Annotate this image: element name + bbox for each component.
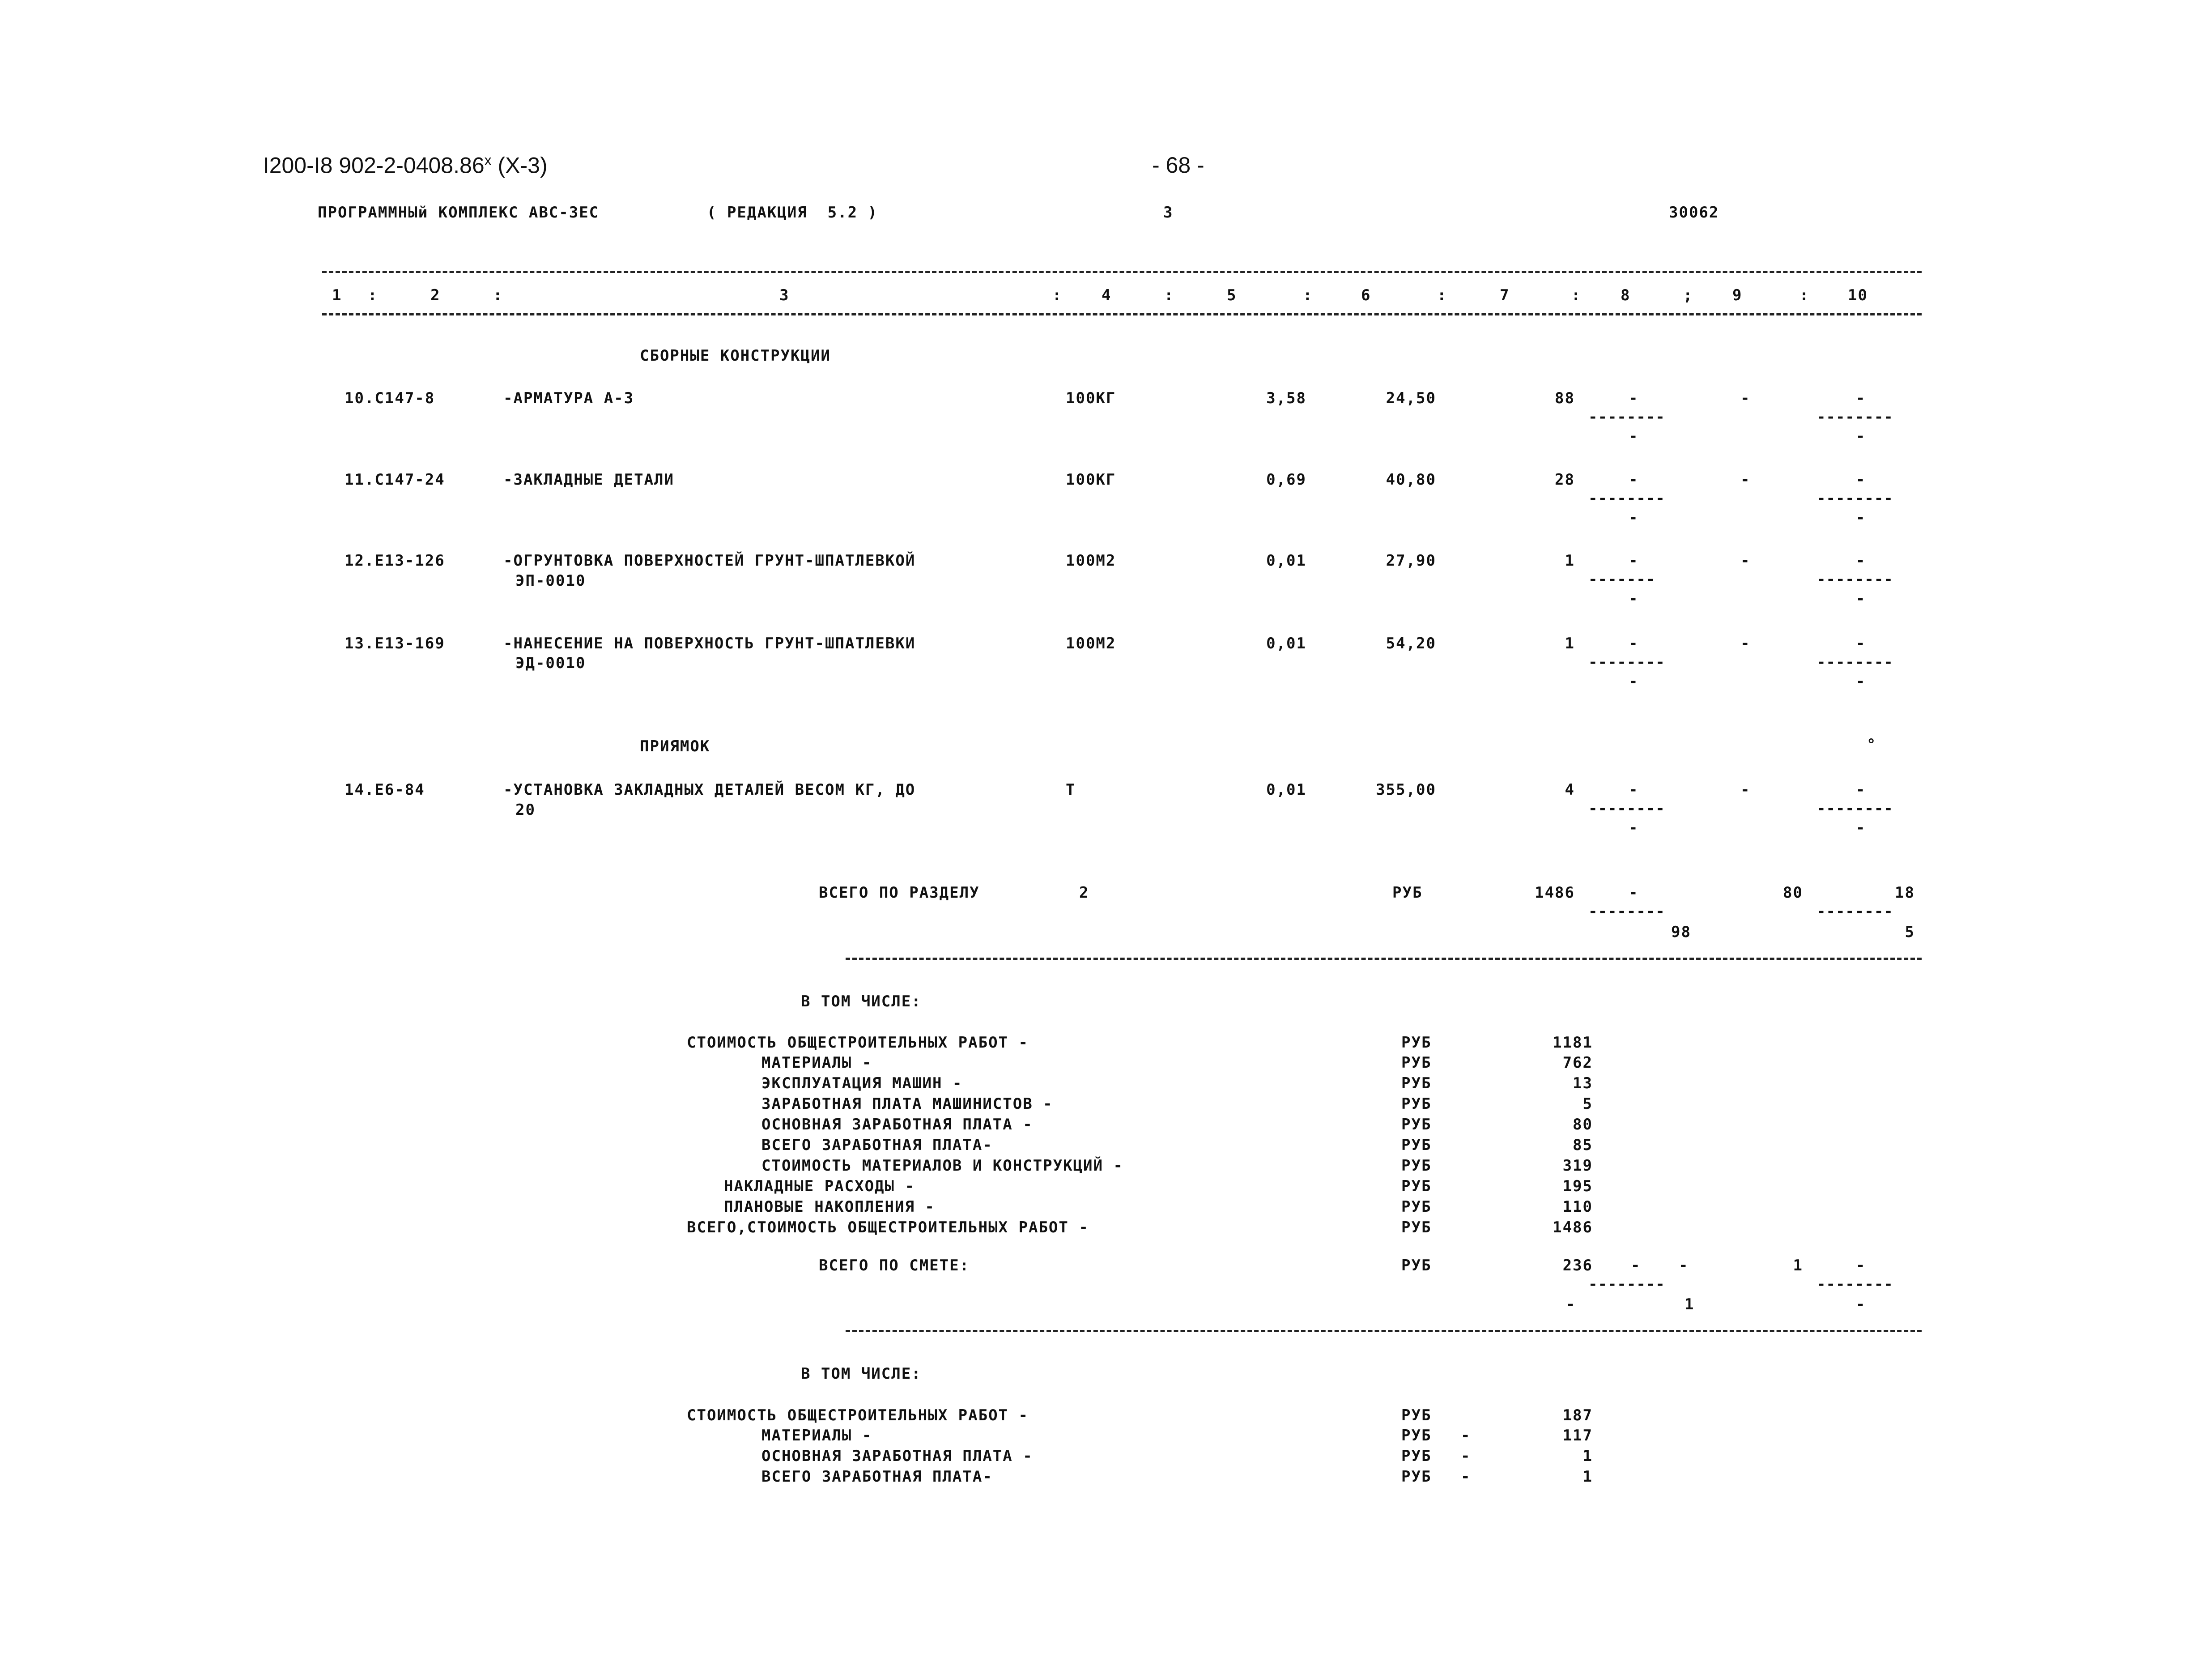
row-col10-sub: - [1856,427,1866,445]
breakdown-label: ЭКСПЛУАТАЦИЯ МАШИН - [761,1074,963,1092]
row-code: 13.Е13-169 [345,635,445,652]
row-code: 12.Е13-126 [345,552,445,570]
breakdown-label: ПЛАНОВЫЕ НАКОПЛЕНИЯ - [724,1198,935,1216]
row-col9: - [1740,635,1751,652]
breakdown-label: МАТЕРИАЛЫ - [761,1054,872,1072]
row-total: 4 [1565,781,1575,799]
row-price: 27,90 [1386,552,1436,570]
row-col9: - [1740,471,1751,489]
estimate-total-sub-b: 1 [1685,1295,1695,1313]
row-col8-sub: - [1629,509,1639,527]
row-col8: - [1629,552,1639,570]
section-total-label: ВСЕГО ПО РАЗДЕЛУ [819,884,980,902]
row-col8-sub: - [1629,673,1639,690]
row-total: 28 [1555,471,1575,489]
breakdown-value: 1 [1582,1447,1593,1465]
section-total-col10-sub: 5 [1905,923,1915,941]
breakdown-label: ВСЕГО ЗАРАБОТНАЯ ПЛАТА- [761,1136,993,1154]
breakdown-value: 80 [1573,1116,1593,1133]
row-separator: ------- [1588,571,1656,588]
breakdown-unit: РУБ [1401,1157,1432,1175]
row-separator: -------- [1816,653,1893,671]
breakdown-unit: РУБ [1401,1074,1432,1092]
document-code-text: I200-I8 902-2-0408.86 [263,153,485,178]
column-separator: : [1799,286,1810,304]
section-total-col9: 80 [1783,884,1803,902]
breakdown-value: 85 [1573,1136,1593,1154]
breakdown-value: 762 [1562,1054,1593,1072]
row-separator: -------- [1588,903,1665,920]
program-version: ( РЕДАКЦИЯ 5.2 ) [707,204,878,222]
estimate-total-col10: - [1856,1257,1866,1274]
section-total-number: 2 [1079,884,1089,902]
breakdown-dash: - [1461,1468,1471,1486]
section-total-col10: 18 [1895,884,1915,902]
row-col10: - [1856,635,1866,652]
sheet-number: 3 [1163,204,1174,222]
row-name-continued: ЭД-0010 [515,654,586,672]
row-qty: 0,69 [1266,471,1306,489]
column-separator: ; [1683,286,1693,304]
row-col10-sub: - [1856,673,1866,690]
estimate-total-sub-c: - [1856,1295,1866,1313]
section-divider [846,958,1922,960]
row-col9: - [1740,781,1751,799]
program-name: ПРОГРАММНЫй КОМПЛЕКС АВС-ЗЕС [318,204,600,222]
including-heading: В ТОМ ЧИСЛЕ: [801,993,922,1010]
estimate-total-col9: 1 [1793,1257,1803,1274]
breakdown-unit: РУБ [1401,1447,1432,1465]
column-10: 10 [1848,286,1868,304]
section-total-col8: - [1629,884,1639,902]
column-1: 1 [332,286,342,304]
row-name: -НАНЕСЕНИЕ НА ПОВЕРХНОСТЬ ГРУНТ-ШПАТЛЕВКИ [503,635,916,652]
column-4: 4 [1102,286,1112,304]
breakdown-value: 1181 [1553,1034,1593,1052]
row-price: 24,50 [1386,389,1436,407]
breakdown-dash: - [1461,1427,1471,1444]
row-unit: 100М2 [1066,552,1116,570]
row-separator: -------- [1588,408,1665,426]
breakdown-value: 1 [1582,1468,1593,1486]
header-bottom-rule [322,313,1922,315]
breakdown-unit: РУБ [1401,1427,1432,1444]
including-heading: В ТОМ ЧИСЛЕ: [801,1365,922,1383]
column-3: 3 [779,286,790,304]
breakdown-unit: РУБ [1401,1406,1432,1424]
row-unit: 100М2 [1066,635,1116,652]
document-code [251,126,548,179]
column-5: 5 [1227,286,1237,304]
breakdown-unit: РУБ [1401,1198,1432,1216]
breakdown-unit: РУБ [1401,1177,1432,1195]
row-col8: - [1629,781,1639,799]
breakdown-label: ВСЕГО ЗАРАБОТНАЯ ПЛАТА- [761,1468,993,1486]
document-code-superscript: x [484,152,492,168]
row-total: 1 [1565,552,1575,570]
row-name: -ОГРУНТОВКА ПОВЕРХНОСТЕЙ ГРУНТ-ШПАТЛЕВКОЙ [503,552,916,570]
row-qty: 0,01 [1266,781,1306,799]
row-col8: - [1629,635,1639,652]
breakdown-label: СТОИМОСТЬ МАТЕРИАЛОВ И КОНСТРУКЦИЙ - [761,1157,1123,1175]
column-separator: : [1164,286,1174,304]
row-name: -ЗАКЛАДНЫЕ ДЕТАЛИ [503,471,674,489]
row-col10: - [1856,471,1866,489]
pit-mark: ° [1867,736,1877,754]
breakdown-value: 195 [1562,1177,1593,1195]
column-separator: : [1571,286,1582,304]
row-qty: 0,01 [1266,552,1306,570]
breakdown-label: ОСНОВНАЯ ЗАРАБОТНАЯ ПЛАТА - [761,1116,1033,1133]
row-separator: -------- [1588,800,1665,818]
column-6: 6 [1361,286,1371,304]
section-total-col8-sub: 98 [1671,923,1691,941]
row-unit: Т [1066,781,1076,799]
row-col10-sub: - [1856,590,1866,608]
row-separator: -------- [1816,408,1893,426]
row-separator: -------- [1816,490,1893,507]
row-col10: - [1856,781,1866,799]
estimate-total-col8b: - [1679,1257,1689,1274]
row-qty: 0,01 [1266,635,1306,652]
row-separator: -------- [1816,571,1893,588]
breakdown-value: 13 [1573,1074,1593,1092]
row-col10: - [1856,389,1866,407]
breakdown-unit: РУБ [1401,1218,1432,1236]
breakdown-label: НАКЛАДНЫЕ РАСХОДЫ - [724,1177,915,1195]
breakdown-label: ВСЕГО,СТОИМОСТЬ ОБЩЕСТРОИТЕЛЬНЫХ РАБОТ - [687,1218,1089,1236]
row-col10: - [1856,552,1866,570]
breakdown-value: 117 [1562,1427,1593,1444]
row-separator: -------- [1588,1275,1665,1293]
row-qty: 3,58 [1266,389,1306,407]
row-col8: - [1629,389,1639,407]
row-code: 14.Е6-84 [345,781,425,799]
estimate-total-sub-a: - [1566,1295,1576,1313]
row-unit: 100КГ [1066,389,1116,407]
row-separator: -------- [1816,800,1893,818]
document-number: 30062 [1669,204,1719,222]
estimate-total-col8a: - [1631,1257,1641,1274]
row-code: 10.С147-8 [345,389,435,407]
row-col8: - [1629,471,1639,489]
estimate-total-label: ВСЕГО ПО СМЕТЕ: [819,1257,970,1274]
section-title-prefab: СБОРНЫЕ КОНСТРУКЦИИ [640,347,831,365]
breakdown-unit: РУБ [1401,1136,1432,1154]
row-price: 40,80 [1386,471,1436,489]
breakdown-value: 187 [1562,1406,1593,1424]
column-2: 2 [430,286,441,304]
breakdown-label: МАТЕРИАЛЫ - [761,1427,872,1444]
row-col9: - [1740,552,1751,570]
section-total-unit: РУБ [1392,884,1423,902]
breakdown-unit: РУБ [1401,1054,1432,1072]
row-separator: -------- [1588,490,1665,507]
breakdown-unit: РУБ [1401,1095,1432,1113]
column-separator: : [1303,286,1313,304]
estimate-total-unit: РУБ [1401,1257,1432,1274]
row-name: -АРМАТУРА А-3 [503,389,634,407]
row-separator: -------- [1816,1275,1893,1293]
column-separator: : [1052,286,1063,304]
row-separator: -------- [1816,903,1893,920]
row-code: 11.С147-24 [345,471,445,489]
column-8: 8 [1621,286,1631,304]
breakdown-value: 110 [1562,1198,1593,1216]
row-col10-sub: - [1856,819,1866,837]
row-unit: 100КГ [1066,471,1116,489]
breakdown-label: ЗАРАБОТНАЯ ПЛАТА МАШИНИСТОВ - [761,1095,1053,1113]
estimate-total-value: 236 [1562,1257,1593,1274]
row-col8-sub: - [1629,819,1639,837]
row-name-continued: 20 [515,801,536,819]
row-col8-sub: - [1629,590,1639,608]
column-separator: : [368,286,378,304]
document-code-suffix: (X-3) [498,153,548,178]
row-separator: -------- [1588,653,1665,671]
breakdown-value: 319 [1562,1157,1593,1175]
breakdown-label: ОСНОВНАЯ ЗАРАБОТНАЯ ПЛАТА - [761,1447,1033,1465]
page-number: - 68 - [1152,153,1204,178]
section-total-value: 1486 [1535,884,1575,902]
row-price: 355,00 [1376,781,1436,799]
row-col10-sub: - [1856,509,1866,527]
column-separator: : [1437,286,1447,304]
row-total: 88 [1555,389,1575,407]
row-name-continued: ЭП-0010 [515,572,586,590]
column-separator: : [493,286,503,304]
breakdown-value: 1486 [1553,1218,1593,1236]
column-9: 9 [1732,286,1743,304]
row-col9: - [1740,389,1751,407]
column-7: 7 [1500,286,1510,304]
header-top-rule [322,271,1922,273]
section-title-pit: ПРИЯМОК [640,737,710,755]
row-total: 1 [1565,635,1575,652]
breakdown-unit: РУБ [1401,1468,1432,1486]
breakdown-value: 5 [1582,1095,1593,1113]
section-divider [846,1330,1922,1332]
breakdown-dash: - [1461,1447,1471,1465]
row-col8-sub: - [1629,427,1639,445]
row-price: 54,20 [1386,635,1436,652]
breakdown-label: СТОИМОСТЬ ОБЩЕСТРОИТЕЛЬНЫХ РАБОТ - [687,1406,1029,1424]
breakdown-label: СТОИМОСТЬ ОБЩЕСТРОИТЕЛЬНЫХ РАБОТ - [687,1034,1029,1052]
row-name: -УСТАНОВКА ЗАКЛАДНЫХ ДЕТАЛЕЙ ВЕСОМ КГ, ДО [503,781,916,799]
breakdown-unit: РУБ [1401,1034,1432,1052]
breakdown-unit: РУБ [1401,1116,1432,1133]
